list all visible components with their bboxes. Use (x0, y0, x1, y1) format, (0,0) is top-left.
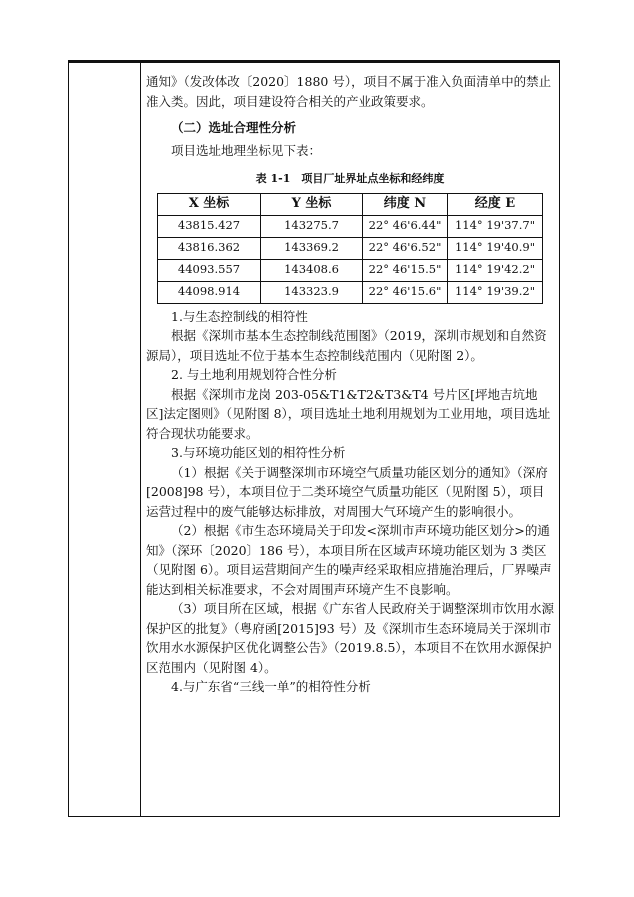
header-lat: 纬度 N (363, 193, 448, 215)
cell-lon: 114° 19'40.9" (448, 237, 543, 259)
cell-lon: 114° 19'42.2" (448, 259, 543, 281)
cell-lat: 22° 46'6.52" (363, 237, 448, 259)
heading-env-zoning: 3.与环境功能区划的相符性分析 (171, 445, 346, 460)
cell-lat: 22° 46'15.6" (363, 281, 448, 303)
cell-y: 143369.2 (261, 237, 363, 259)
header-y: Y 坐标 (261, 193, 363, 215)
cell-lon: 114° 19'37.7" (448, 215, 543, 237)
coordinates-table (157, 193, 543, 304)
paragraph-noise: （2）根据《市生态环境局关于印发<深圳市声环境功能区划分>的通知》（深环〔2020〕186 号），本项目所在区域声环境功能区划为 3 类区（见附图 6）。项目运营期间产生的噪声经采取相应措施治理后，厂界噪声能达到相关标准要求，不会对周围声环境产生不良影响。 (146, 523, 552, 597)
paragraph-policy: 通知》（发改体改〔2020〕1880 号），项目不属于准入负面清单中的禁止准入类。因此，项目建设符合相关的产业政策要求。 (146, 74, 552, 109)
cell-x: 44098.914 (158, 281, 261, 303)
cell-x: 43815.427 (158, 215, 261, 237)
table-row (158, 281, 543, 303)
table-row (158, 237, 543, 259)
section-heading-site: （二）选址合理性分析 (171, 120, 297, 135)
table-caption: 表 1-1 项目厂址界址点坐标和经纬度 (255, 172, 445, 185)
heading-eco-control: 1.与生态控制线的相符性 (171, 308, 308, 324)
heading-three-lines: 4.与广东省“三线一单”的相符性分析 (171, 679, 371, 694)
cell-y: 143323.9 (261, 281, 363, 303)
cell-lat: 22° 46'15.5" (363, 259, 448, 281)
paragraph-water-source: （3）项目所在区域，根据《广东省人民政府关于调整深圳市饮用水源保护区的批复》（粤府函[2015]93 号）及《深圳市生态环境局关于深圳市饮用水水源保护区优化调整公告》（2019.8.5），本项目不在饮用水源保护区范围内（见附图 4）。 (146, 601, 554, 675)
paragraph-eco-control: 根据《深圳市基本生态控制线范围图》（2019，深圳市规划和自然资源局），项目选址不位于基本生态控制线范围内（见附图 2）。 (146, 328, 547, 363)
table-row (158, 215, 543, 237)
cell-x: 43816.362 (158, 237, 261, 259)
cell-x: 44093.557 (158, 259, 261, 281)
header-lon: 经度 E (448, 193, 543, 215)
cell-y: 143275.7 (261, 215, 363, 237)
paragraph-land-use: 根据《深圳市龙岗 203-05&T1&T2&T3&T4 号片区[坪地吉坑地区]法定图则》（见附图 8），项目选址土地利用规划为工业用地，项目选址符合现状功能要求。 (146, 386, 551, 441)
paragraph-air-quality: （1）根据《关于调整深圳市环境空气质量功能区划分的通知》（深府[2008]98 号），本项目位于二类环境空气质量功能区（见附图 5），项目运营过程中的废气能够达标排放，对周围大气环境产生的影响很小。 (146, 464, 548, 519)
heading-land-use: 2. 与土地利用规划符合性分析 (171, 367, 337, 382)
table-header-row (158, 193, 543, 215)
paragraph-intro: 项目选址地理坐标见下表： (171, 142, 322, 158)
header-x: X 坐标 (158, 193, 261, 215)
column-divider (140, 63, 141, 816)
cell-lat: 22° 46'6.44" (363, 215, 448, 237)
cell-y: 143408.6 (261, 259, 363, 281)
cell-lon: 114° 19'39.2" (448, 281, 543, 303)
document-body (146, 72, 554, 697)
table-row (158, 259, 543, 281)
